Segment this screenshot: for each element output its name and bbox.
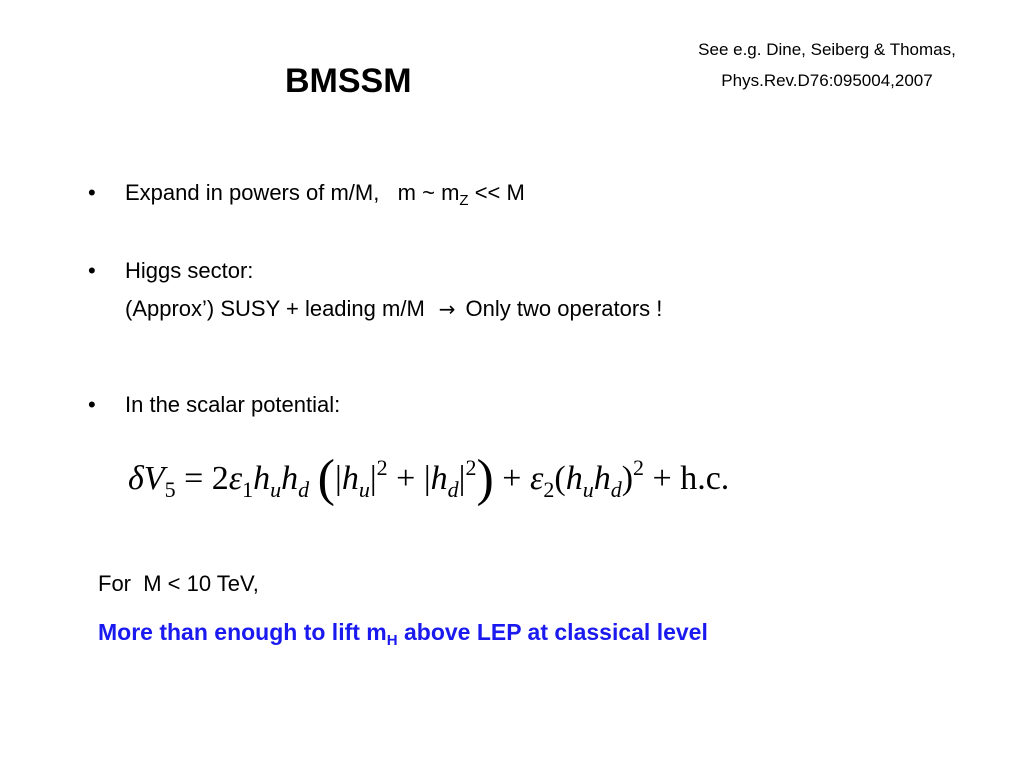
scalar-potential-formula [128,440,729,518]
bullet-higgs-continuation [125,296,662,322]
formula-eps2: ε [529,460,544,497]
formula-eq: = 2 [175,460,229,497]
reference-citation [662,34,992,96]
formula-bar-2: | [369,460,377,497]
reference-line-1: See e.g. Dine, Seiberg & Thomas, [698,40,956,59]
conclusion-text-a: More than enough to lift m [98,619,387,645]
slide-title: BMSSM [285,62,412,100]
formula-lhs-sub: 5 [164,477,176,502]
formula-hu: h [253,460,271,497]
bullet-marker-2: • [88,258,96,283]
bullet-1-text-a: Expand in powers of m/M, m ~ m [125,180,460,205]
formula-hu-2: h [341,460,359,497]
bullet-1-text-b: << M [468,180,525,205]
formula-eps1: ε [228,460,243,497]
formula-hu-3: h [565,460,583,497]
bullet-higgs-sector: Higgs sector: [125,258,254,283]
formula-open-big: ( [317,450,335,507]
formula-eps2-sub: 2 [543,477,555,502]
formula-bar-1: | [335,460,342,497]
bullet-1-subscript: Z [459,192,469,209]
reference-line-2: Phys.Rev.D76:095004,2007 [721,71,933,90]
bullet-marker-3: • [88,392,96,417]
bullet-marker-1: • [88,180,96,205]
formula-bar-3: | [423,460,431,497]
conclusion-text-b: above LEP at classical level [397,619,708,645]
formula-eps1-sub: 1 [242,477,254,502]
formula-sq-2: 2 [465,455,477,480]
formula-bar-4: | [458,460,466,497]
formula-hd-2: h [430,460,448,497]
formula-hd-sub: d [298,477,310,502]
bullet-expand-powers [125,180,525,209]
formula-rpar: ) [621,460,634,497]
conclusion-subscript: H [386,632,398,649]
bullet-scalar-potential: In the scalar potential: [125,392,341,417]
formula-plus-2: + [493,460,530,497]
for-condition-line: For M < 10 TeV, [98,571,259,596]
formula-hd-2-sub: d [447,477,459,502]
continuation-text-b: Only two operators ! [465,296,663,321]
formula-lpar: ( [554,460,566,497]
formula-hu-sub: u [270,477,282,502]
formula-hd-3-sub: d [610,477,622,502]
formula-hd: h [281,460,299,497]
formula-sq-1: 2 [376,455,388,480]
conclusion-line [98,619,708,649]
right-arrow-icon: → [438,297,456,321]
formula-lhs: δV [128,460,165,497]
formula-hu-2-sub: u [358,477,370,502]
formula-close-big: ) [476,450,494,507]
formula-plus-3: + [644,460,681,497]
formula-hu-3-sub: u [582,477,594,502]
formula-hd-3: h [593,460,611,497]
formula-hc: h.c. [680,460,730,497]
formula-sq-3: 2 [633,455,645,480]
formula-plus-1: + [387,460,424,497]
continuation-text-a: (Approx’) SUSY + leading m/M [125,296,425,321]
